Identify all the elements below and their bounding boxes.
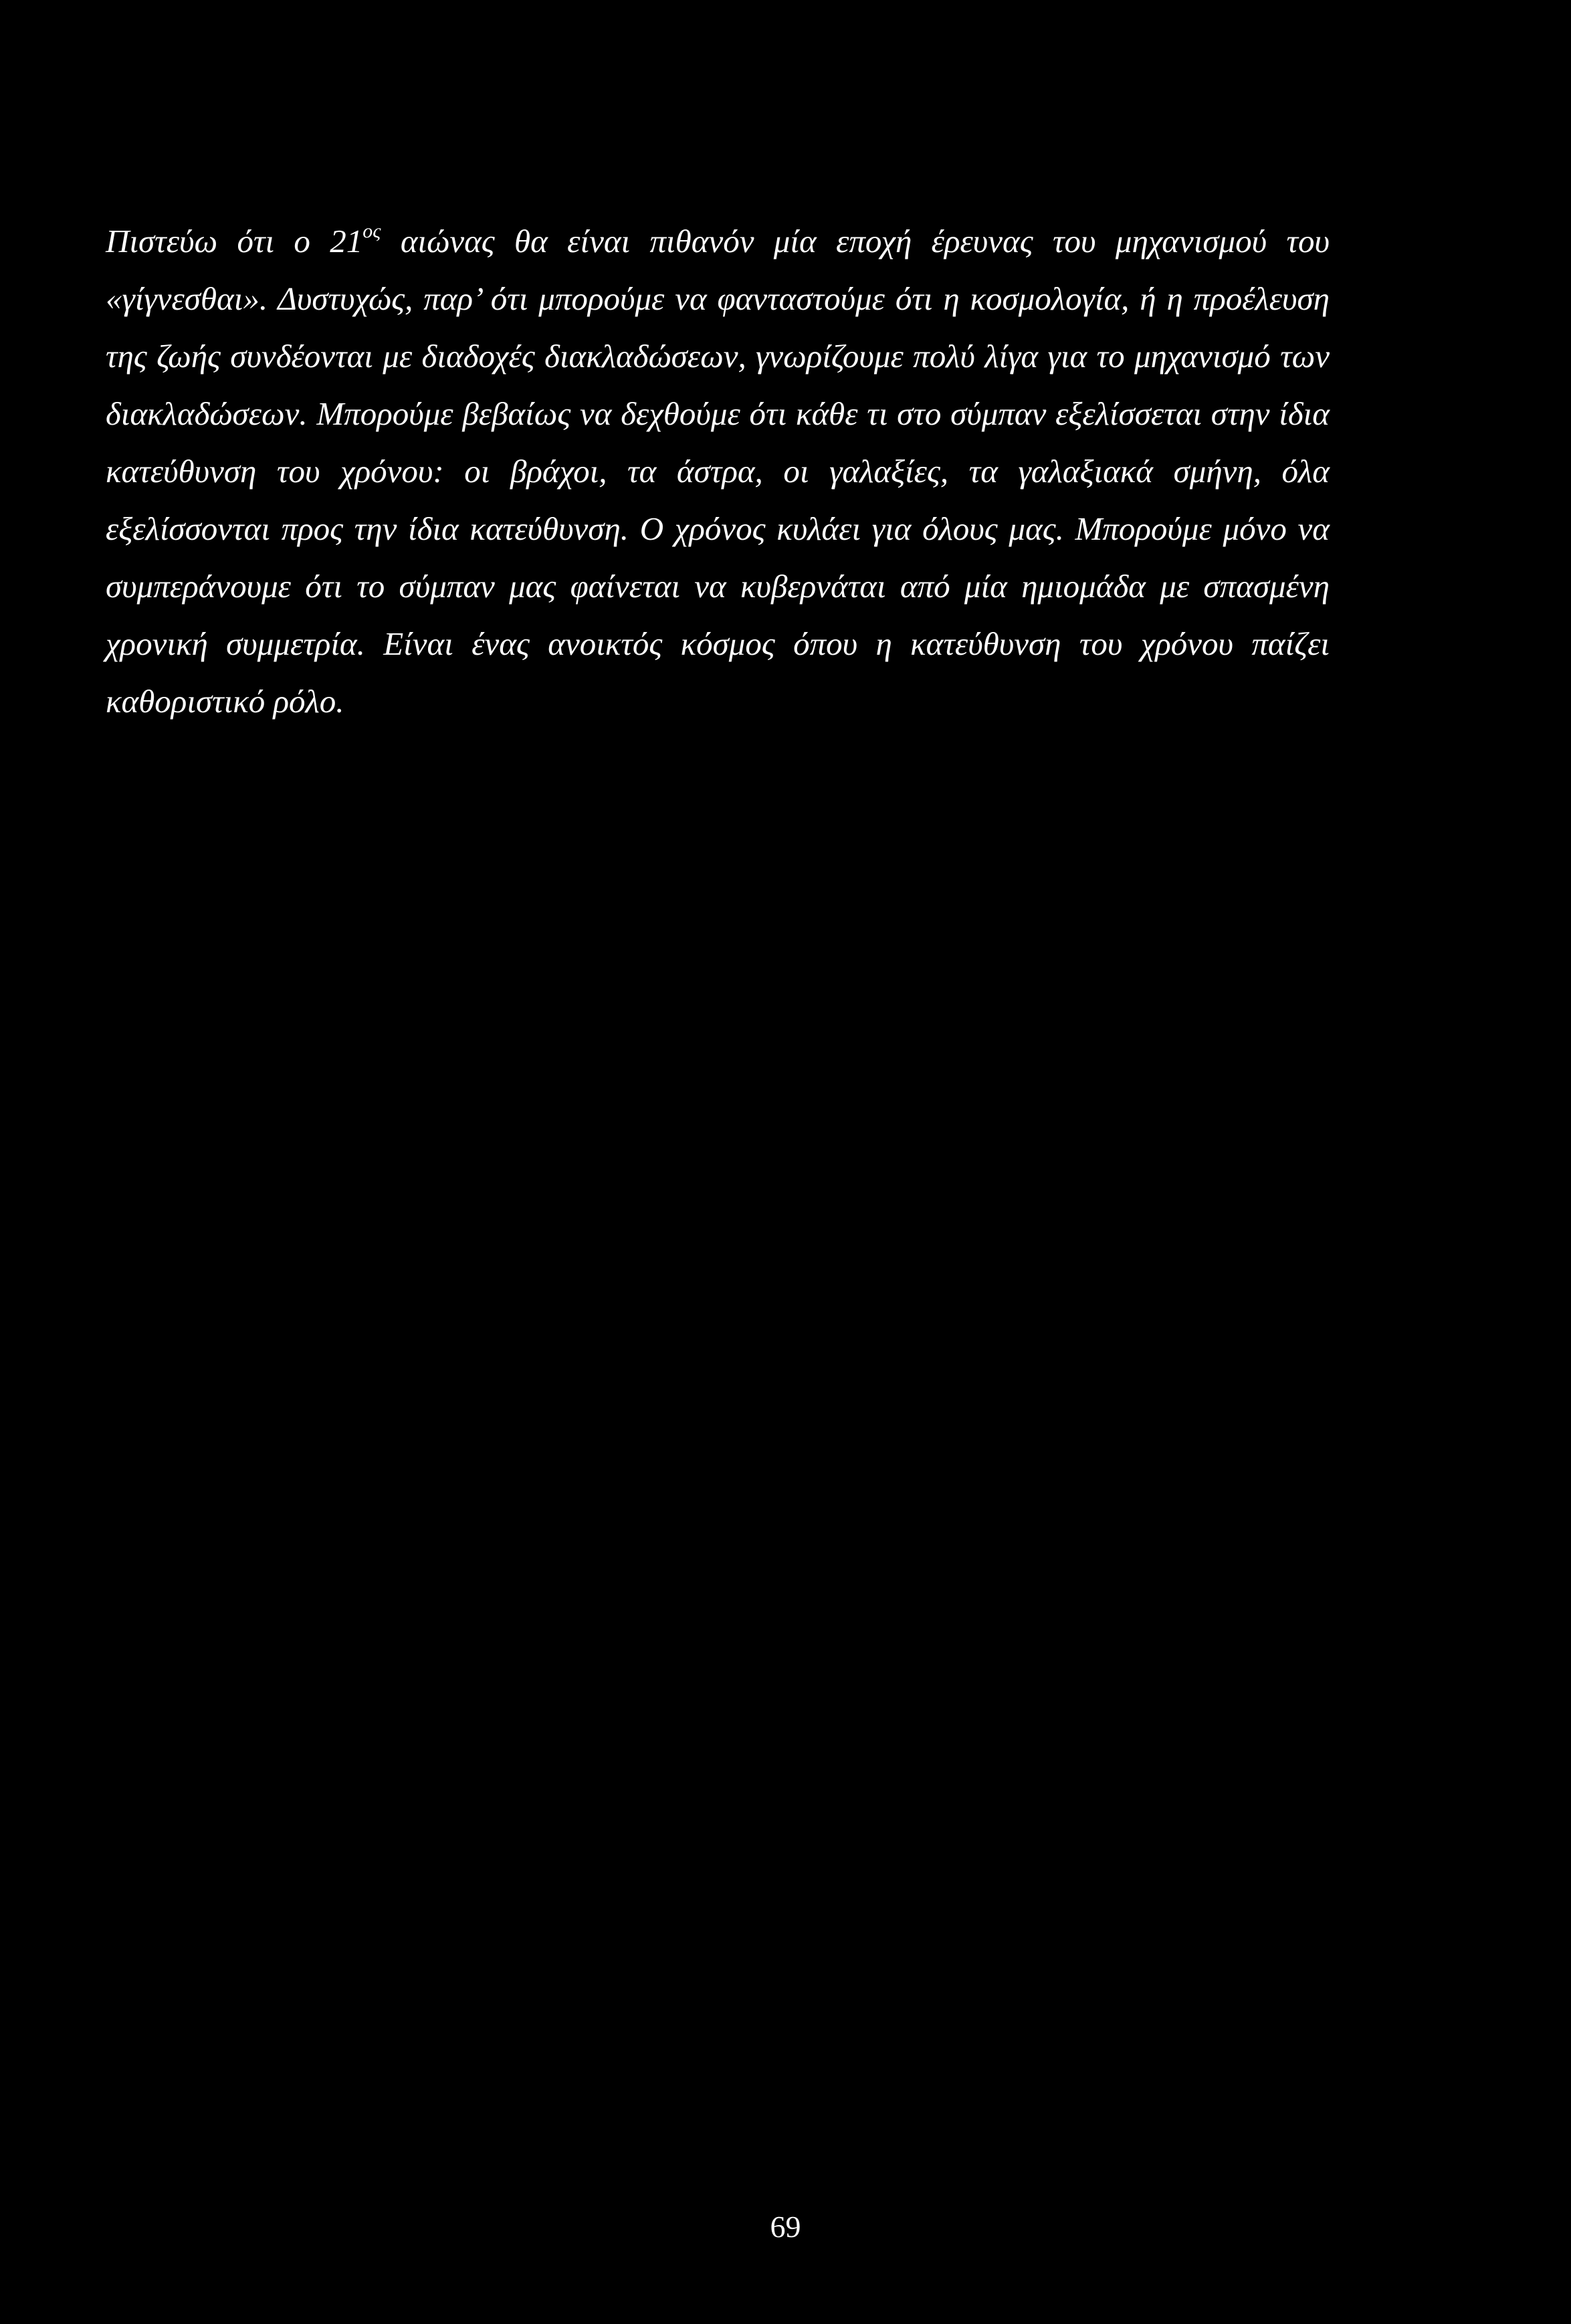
page-number: 69: [770, 2210, 801, 2244]
paragraph-text-start: Πιστεύω ότι ο 21: [106, 223, 363, 259]
paragraph-text-rest: αιώνας θα είναι πιθανόν μία εποχή έρευνας του μηχανισμού του «γίγνεσθαι». Δυστυχώς, παρ’ ότι μπορούμε να φανταστούμε ότι η κοσμολογία, ή η προέλευση της ζωής συνδέονται με διαδοχές διακλαδώσεων, γνωρίζουμε πολύ λίγα για το μηχανισμό των διακλαδώσεων. Μπορούμε βεβαίως να δεχθούμε ότι κάθε τι στο σύμπαν εξελίσσεται στην ίδια κατεύθυνση του χρόνου: οι βράχοι, τα άστρα, οι γαλαξίες, τα γαλαξιακά σμήνη, όλα εξελίσσονται προς την ίδια κατεύθυνση. Ο χρόνος κυλάει για όλους μας. Μπορούμε μόνο να συμπεράνουμε ότι το σύμπαν μας φαίνεται να κυβερνάται από μία ημιομάδα με σπασμένη χρονική συμμετρία. Είναι ένας ανοικτός κόσμος όπου η κατεύθυνση του χρόνου παίζει καθοριστικό ρόλο.: [106, 223, 1330, 720]
body-paragraph: [106, 213, 1330, 730]
ordinal-superscript: ος: [362, 220, 381, 242]
